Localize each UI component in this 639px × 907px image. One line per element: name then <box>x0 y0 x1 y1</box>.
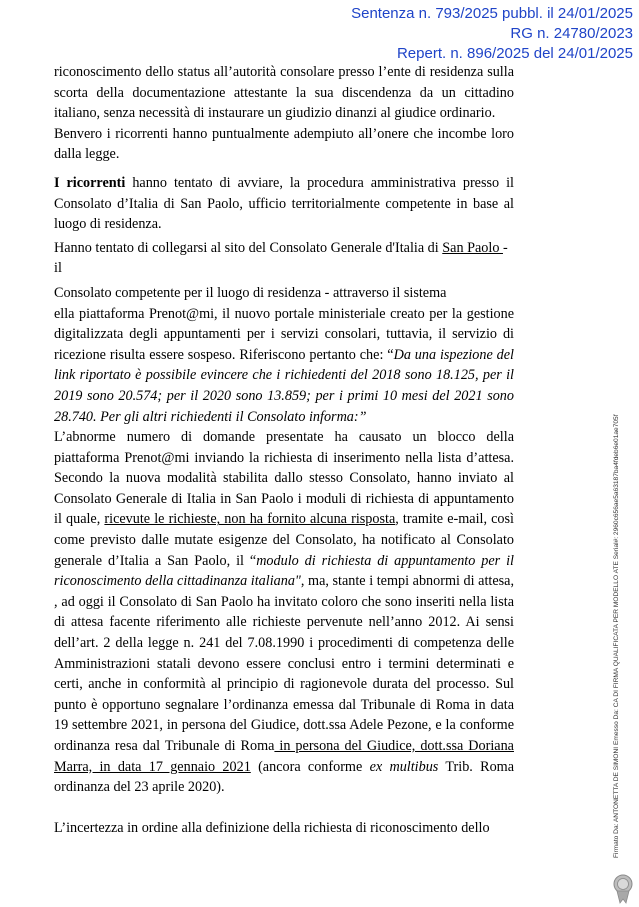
ex-multibus: ex multibus <box>369 758 439 775</box>
paragraph-6-underlined: ricevute le richieste, non ha fornito alcuna risposta <box>104 511 396 528</box>
san-paolo-underlined: San Paolo <box>442 239 503 256</box>
filing-stamp <box>351 4 633 64</box>
digital-signature-note: Firmato Da: ANTONETTA DE SIMONI Emesso Da: CA DI FIRMA QUALIFICATA PER MODELLO ATE Serial#: 2960c656ae5a63187ba4fdeb6e01ae705f <box>613 414 620 858</box>
paragraph-5 <box>54 283 514 427</box>
paragraph-4 <box>54 238 514 279</box>
paragraph-4-end: - il <box>54 239 508 277</box>
stamp-rg: RG n. 24780/2023 <box>510 25 633 42</box>
paragraph-3-text: hanno tentato di avviare, la procedura amministrativa presso il Consolato d’Italia di San Paolo, ufficio territorialmente competente in base al luogo di residenza. <box>54 174 514 233</box>
paragraph-2: Benvero i ricorrenti hanno puntualmente adempiuto all’onere che incombe loro dalla legge. <box>54 125 514 163</box>
paragraph-6-text-b: , tramite e-mail, così come previsto dalle mutate esigenze del Consolato, ha notificato al Consolato generale d’Italia a San Paolo, il “ <box>54 511 514 569</box>
paragraph-6-text-d: (ancora conforme <box>250 758 370 775</box>
paragraph-6-text-a: L’abnorme numero di domande presentate ha causato un blocco della piattaforma Prenot@mi inviando la richiesta di inserimento nella lista d’attesa. Secondo la nuova modalità stabilita dallo stesso Consolato, hanno inviato al Consolato Generale di Italia in San Paolo i moduli di richiesta di appuntamento il quale, <box>54 429 514 528</box>
paragraph-6-text-e: Trib. Roma ordinanza del 23 aprile 2020). <box>54 758 515 796</box>
stamp-sentenza: Sentenza n. 793/2025 pubbl. il 24/01/2025 <box>351 5 633 22</box>
paragraph-5-line1: Consolato competente per il luogo di residenza - attraverso il sistema <box>54 284 447 301</box>
paragraph-6-underlined-2: in persona del Giudice, dott.ssa Doriana Marra, in data 17 gennaio 2021 <box>54 738 514 775</box>
paragraph-4-text: Hanno tentato di collegarsi al sito del Consolato Generale d'Italia di <box>54 239 443 256</box>
paragraph-3 <box>54 173 514 235</box>
paragraph-5-quote: Da una ispezione del link riportato è possibile evincere che i richiedenti del 2018 sono 18.125, per il 2019 sono 20.574; per il 2020 sono 13.859; per i primi 10 mesi del 2021 sono 28.740. Per gli altri richiedenti il Consolato informa:” <box>54 346 514 425</box>
certified-seal-icon <box>611 874 635 904</box>
document-body <box>54 62 514 838</box>
paragraph-6 <box>54 427 514 798</box>
paragraph-1: riconoscimento dello status all’autorità consolare presso l’ente di residenza sulla scorta della documentazione attestante la sua discendenza da un cittadino italiano, senza necessità di instaurare un giudizio dinanzi al giudice ordinario. <box>54 64 514 122</box>
paragraph-5-text: ella piattaforma Prenot@mi, il nuovo portale ministeriale creato per la gestione digitalizzata degli appuntamenti per i servizi consolari, tuttavia, il servizio di ricezione risulta essere sospeso. Riferiscono pertanto che: “ <box>54 305 514 363</box>
stamp-repert: Repert. n. 896/2025 del 24/01/2025 <box>396 45 633 62</box>
paragraph-6-quote: modulo di richiesta di appuntamento per il riconoscimento della cittadinanza italiana" <box>54 552 514 590</box>
paragraph-6-text-c: , ma, stante i tempi abnormi di attesa, , ad oggi il Consolato di San Paolo ha invitato coloro che sono inseriti nella lista di attesa facente riferimento alle richieste pervenute nell’anno 2012. Ai sensi dell’art. 2 della legge n. 241 del 7.08.1990 i procedimenti di competenza delle Amministrazioni statali devono essere conclusi entro i termini determinati e certi, anche in conformità al principio di ragionevole durata del processo. Sul punto è opportuno segnalare l’ordinanza emessa dal Tribunale di Roma in data 19 settembre 2021, in persona del Giudice, dott.ssa Adele Pezone, e la conforme ordinanza resa dal Tribunale di Roma <box>54 573 514 754</box>
ricorrenti-bold: I ricorrenti <box>54 174 126 191</box>
paragraph-7: L’incertezza in ordine alla definizione della richiesta di riconoscimento dello <box>54 819 490 836</box>
